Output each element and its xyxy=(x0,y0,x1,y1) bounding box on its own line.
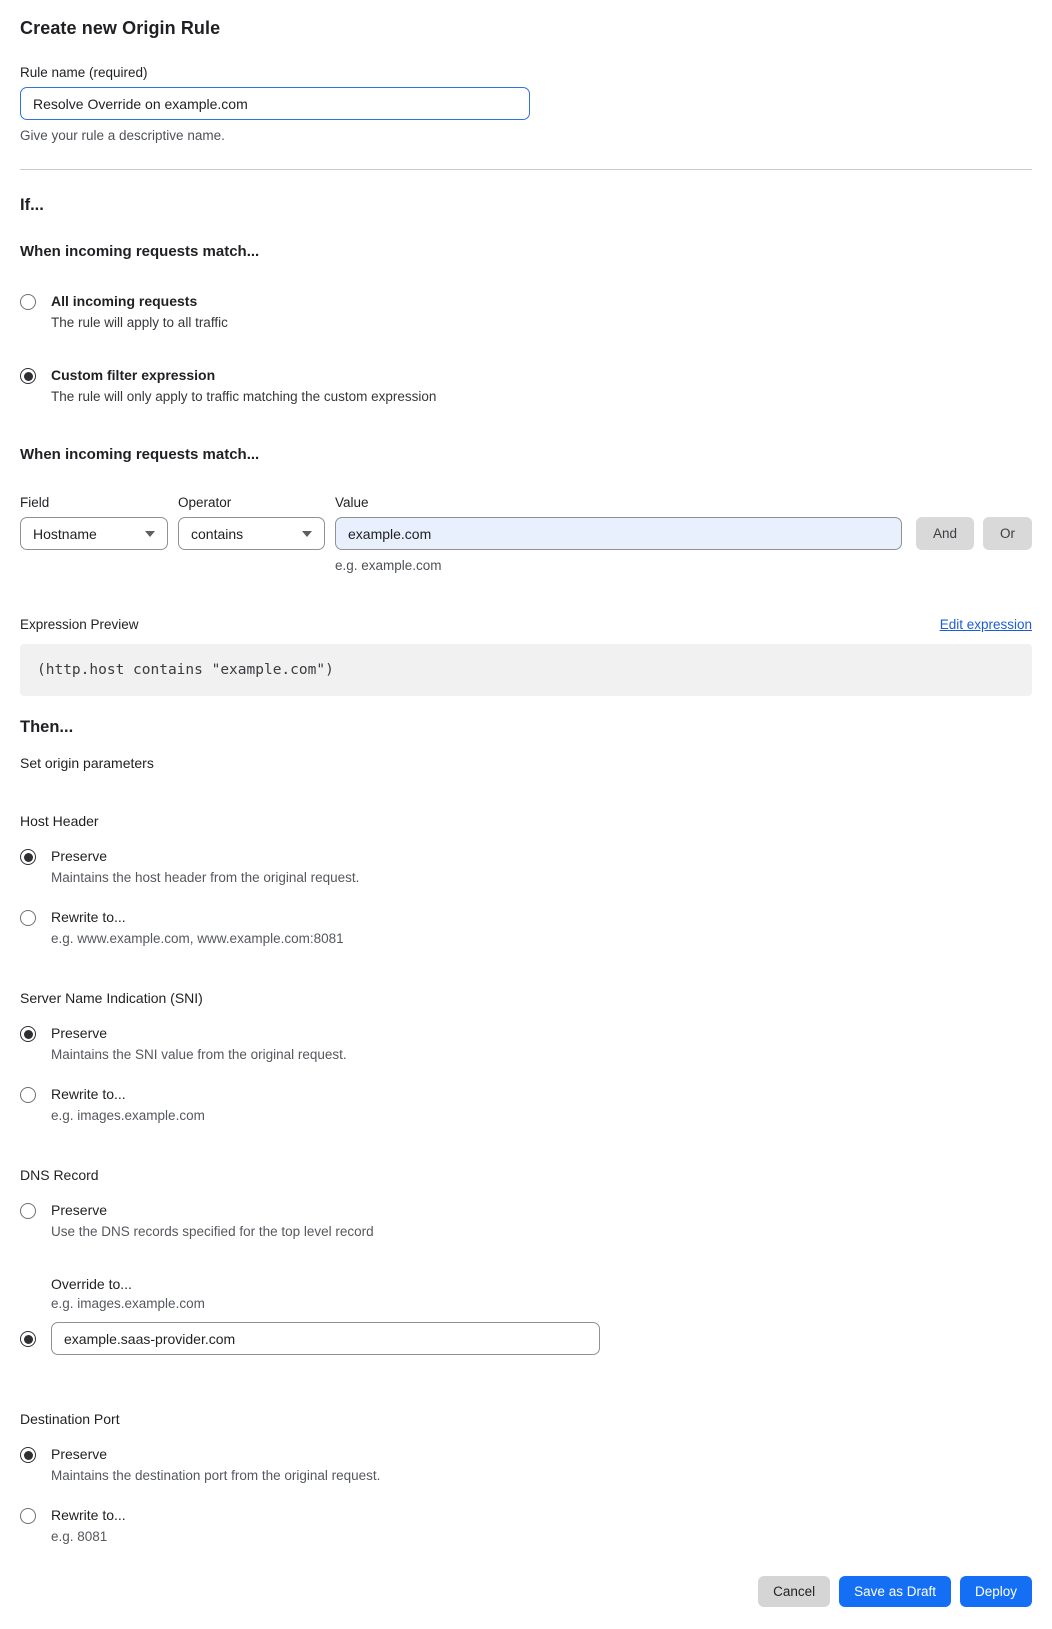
if-heading: If... xyxy=(20,196,44,214)
option-description: e.g. 8081 xyxy=(51,1529,108,1544)
dns-override-helper: e.g. images.example.com xyxy=(51,1296,205,1311)
radio-dns-preserve[interactable] xyxy=(20,1203,36,1219)
radio-custom-filter-expression[interactable] xyxy=(20,368,36,384)
rule-name-label: Rule name (required) xyxy=(20,65,148,80)
radio-dns-override[interactable] xyxy=(20,1331,36,1347)
operator-column xyxy=(178,495,325,550)
rule-name-input[interactable] xyxy=(20,87,530,120)
option-label: Preserve xyxy=(51,1025,108,1041)
operator-label: Operator xyxy=(178,495,232,510)
conjunction-buttons xyxy=(916,517,1032,550)
if-subheading: When incoming requests match... xyxy=(20,243,260,260)
option-text xyxy=(51,292,228,332)
option-description: e.g. images.example.com xyxy=(51,1108,205,1123)
edit-expression-link[interactable]: Edit expression xyxy=(939,617,1032,632)
option-sni-preserve[interactable] xyxy=(20,1024,1032,1064)
cancel-button[interactable]: Cancel xyxy=(758,1576,830,1607)
option-port-preserve[interactable] xyxy=(20,1445,1032,1485)
field-label: Field xyxy=(20,495,50,510)
option-text xyxy=(51,1201,374,1241)
radio-host-header-rewrite[interactable] xyxy=(20,910,36,926)
option-description: The rule will apply to all traffic xyxy=(51,315,228,330)
option-text xyxy=(51,1024,347,1064)
group-title-dns-record: DNS Record xyxy=(20,1167,99,1183)
or-button[interactable]: Or xyxy=(983,517,1032,550)
radio-sni-rewrite[interactable] xyxy=(20,1087,36,1103)
set-origin-parameters-label: Set origin parameters xyxy=(20,755,154,771)
expression-builder-row xyxy=(20,495,1032,573)
value-label: Value xyxy=(335,495,369,510)
option-port-rewrite[interactable] xyxy=(20,1506,1032,1546)
section-divider xyxy=(20,169,1032,170)
value-column xyxy=(335,495,902,573)
radio-sni-preserve[interactable] xyxy=(20,1026,36,1042)
option-dns-override[interactable] xyxy=(20,1275,1032,1355)
option-text xyxy=(51,1506,126,1546)
option-description: Maintains the SNI value from the original request. xyxy=(51,1047,347,1062)
option-label: Preserve xyxy=(51,1202,108,1218)
save-as-draft-button[interactable]: Save as Draft xyxy=(839,1576,951,1607)
expression-builder-heading: When incoming requests match... xyxy=(20,446,260,463)
group-title-sni: Server Name Indication (SNI) xyxy=(20,990,203,1006)
option-description: e.g. www.example.com, www.example.com:8081 xyxy=(51,931,344,946)
option-label: Rewrite to... xyxy=(51,1507,126,1523)
option-host-header-rewrite[interactable] xyxy=(20,908,1032,948)
field-select-value: Hostname xyxy=(33,525,97,542)
option-label: Rewrite to... xyxy=(51,1086,126,1102)
radio-port-rewrite[interactable] xyxy=(20,1508,36,1524)
field-select[interactable] xyxy=(20,517,168,550)
rule-name-helper: Give your rule a descriptive name. xyxy=(20,128,225,143)
operator-select-value: contains xyxy=(191,525,244,542)
option-label: Custom filter expression xyxy=(51,367,216,383)
dns-override-label: Override to... xyxy=(51,1276,132,1292)
field-column xyxy=(20,495,168,550)
radio-host-header-preserve[interactable] xyxy=(20,849,36,865)
deploy-button[interactable]: Deploy xyxy=(960,1576,1032,1607)
value-input[interactable] xyxy=(335,517,902,550)
page-title: Create new Origin Rule xyxy=(20,18,221,38)
option-description: Use the DNS records specified for the top level record xyxy=(51,1224,374,1239)
option-description: The rule will only apply to traffic matching the custom expression xyxy=(51,389,437,404)
option-host-header-preserve[interactable] xyxy=(20,847,1032,887)
option-all-incoming-requests[interactable] xyxy=(20,292,1032,332)
option-label: All incoming requests xyxy=(51,293,198,309)
group-title-destination-port: Destination Port xyxy=(20,1411,120,1427)
dns-override-content xyxy=(51,1275,600,1355)
footer-actions xyxy=(20,1576,1032,1607)
option-custom-filter-expression[interactable] xyxy=(20,366,1032,406)
option-label: Rewrite to... xyxy=(51,909,126,925)
chevron-down-icon xyxy=(302,531,312,537)
option-description: Maintains the host header from the original request. xyxy=(51,870,360,885)
radio-port-preserve[interactable] xyxy=(20,1447,36,1463)
rule-name-field xyxy=(20,65,1032,143)
option-dns-preserve[interactable] xyxy=(20,1201,1032,1241)
expression-preview-label: Expression Preview xyxy=(20,617,139,632)
option-text xyxy=(51,1085,205,1125)
expression-preview-header xyxy=(20,617,1032,632)
group-title-host-header: Host Header xyxy=(20,813,99,829)
option-text xyxy=(51,366,436,406)
operator-select[interactable] xyxy=(178,517,325,550)
and-button[interactable]: And xyxy=(916,517,974,550)
option-label: Preserve xyxy=(51,1446,108,1462)
dns-override-input[interactable] xyxy=(51,1322,600,1355)
option-sni-rewrite[interactable] xyxy=(20,1085,1032,1125)
chevron-down-icon xyxy=(145,531,155,537)
option-text xyxy=(51,908,344,948)
value-helper: e.g. example.com xyxy=(335,558,442,573)
option-label: Preserve xyxy=(51,848,108,864)
option-text xyxy=(51,847,359,887)
radio-all-incoming-requests[interactable] xyxy=(20,294,36,310)
then-heading: Then... xyxy=(20,718,74,736)
option-description: Maintains the destination port from the original request. xyxy=(51,1468,381,1483)
option-text xyxy=(51,1445,380,1485)
expression-preview-code: (http.host contains "example.com") xyxy=(20,644,1032,696)
